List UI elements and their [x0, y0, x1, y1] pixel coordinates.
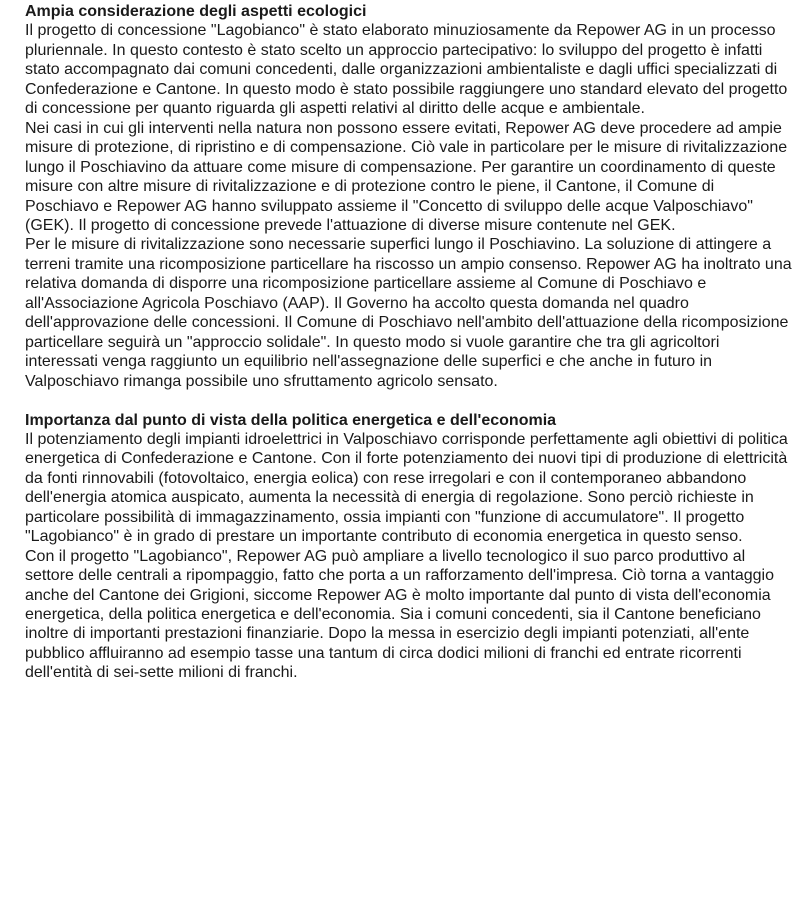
paragraph: Il potenziamento degli impianti idroelettrici in Valposchiavo corrisponde perfettamente agli obiettivi di politica energetica di Confederazione e Cantone. Con il forte potenziamento dei nuovi tipi di produzione di elettricità da fonti rinnovabili (fotovoltaico, energia eolica) con rese irregolari e con il contemporaneo abbandono dell'energia atomica auspicato, aumenta la necessità di energia di regolazione. Sono perciò richieste in particolare possibilità di immagazzinamento, ossia impianti con "funzione di accumulatore". Il progetto "Lagobianco" è in grado di prestare un importante contributo di economia energetica in questo senso. — [25, 430, 788, 546]
section-body — [25, 21, 792, 391]
paragraph: Per le misure di rivitalizzazione sono necessarie superfici lungo il Poschiavino. La soluzione di attingere a terreni tramite una ricomposizione particellare ha riscosso un ampio consenso. Repower AG ha inoltrato una relativa domanda di disporre una ricomposizione particellare assieme al Comune di Poschiavo e all'Associazione Agricola Poschiavo (AAP). Il Governo ha accolto questa domanda nel quadro dell'approvazione delle concessioni. Il Comune di Poschiavo nell'ambito dell'attuazione della ricomposizione particellare seguirà un "approccio solidale". In questo modo si vuole garantire che tra gli agricoltori interessati venga raggiunto un equilibrio nell'assegnazione delle superfici e che anche in futuro in Valposchiavo rimanga possibile uno sfruttamento agricolo sensato. — [25, 236, 792, 390]
section-title: Ampia considerazione degli aspetti ecologici — [25, 3, 367, 20]
section-ecological-aspects — [25, 2, 792, 391]
section-title: Importanza dal punto di vista della politica energetica e dell'economia — [25, 411, 557, 429]
section-body — [25, 430, 792, 683]
paragraph: Con il progetto "Lagobianco", Repower AG può ampliare a livello tecnologico il suo parco produttivo al settore delle centrali a ripompaggio, fatto che porta a un rafforzamento dell'impresa. Ciò torna a vantaggio anche del Cantone dei Grigioni, siccome Repower AG è molto importante dal punto di vista dell'economia energetica, della politica energetica e dell'economia. Sia i comuni concedenti, sia il Cantone beneficiano inoltre di importanti prestazioni finanziarie. Dopo la messa in esercizio degli impianti potenziati, all'ente pubblico affluiranno ad esempio tasse una tantum di circa dodici milioni di franchi ed entrate ricorrenti dell'entità di sei-sette milioni di franchi. — [25, 547, 774, 682]
paragraph: Il progetto di concessione "Lagobianco" è stato elaborato minuziosamente da Repower AG in un processo pluriennale. In questo contesto è stato scelto un approccio partecipativo: lo sviluppo del progetto è infatti stato accompagnato dai comuni concedenti, dalle organizzazioni ambientaliste e dagli uffici specializzati di Confederazione e Cantone. In questo modo è stato possibile raggiungere uno standard elevato del progetto di concessione per quanto riguarda gli aspetti relativi al diritto delle acque e ambientale. — [25, 22, 788, 118]
section-spacer — [25, 391, 792, 410]
paragraph: Nei casi in cui gli interventi nella natura non possono essere evitati, Repower AG deve procedere ad ampie misure di protezione, di ripristino e di compensazione. Ciò vale in particolare per le misure di rivitalizzazione lungo il Poschiavino da attuare come misure di compensazione. Per garantire un coordinamento di queste misure con altre misure di rivitalizzazione e di protezione contro le piene, il Cantone, il Comune di Poschiavo e Repower AG hanno sviluppato assieme il "Concetto di sviluppo delle acque Valposchiavo" (GEK). Il progetto di concessione prevede l'attuazione di diverse misure contenute nel GEK. — [25, 119, 788, 234]
section-energy-policy — [25, 411, 792, 683]
